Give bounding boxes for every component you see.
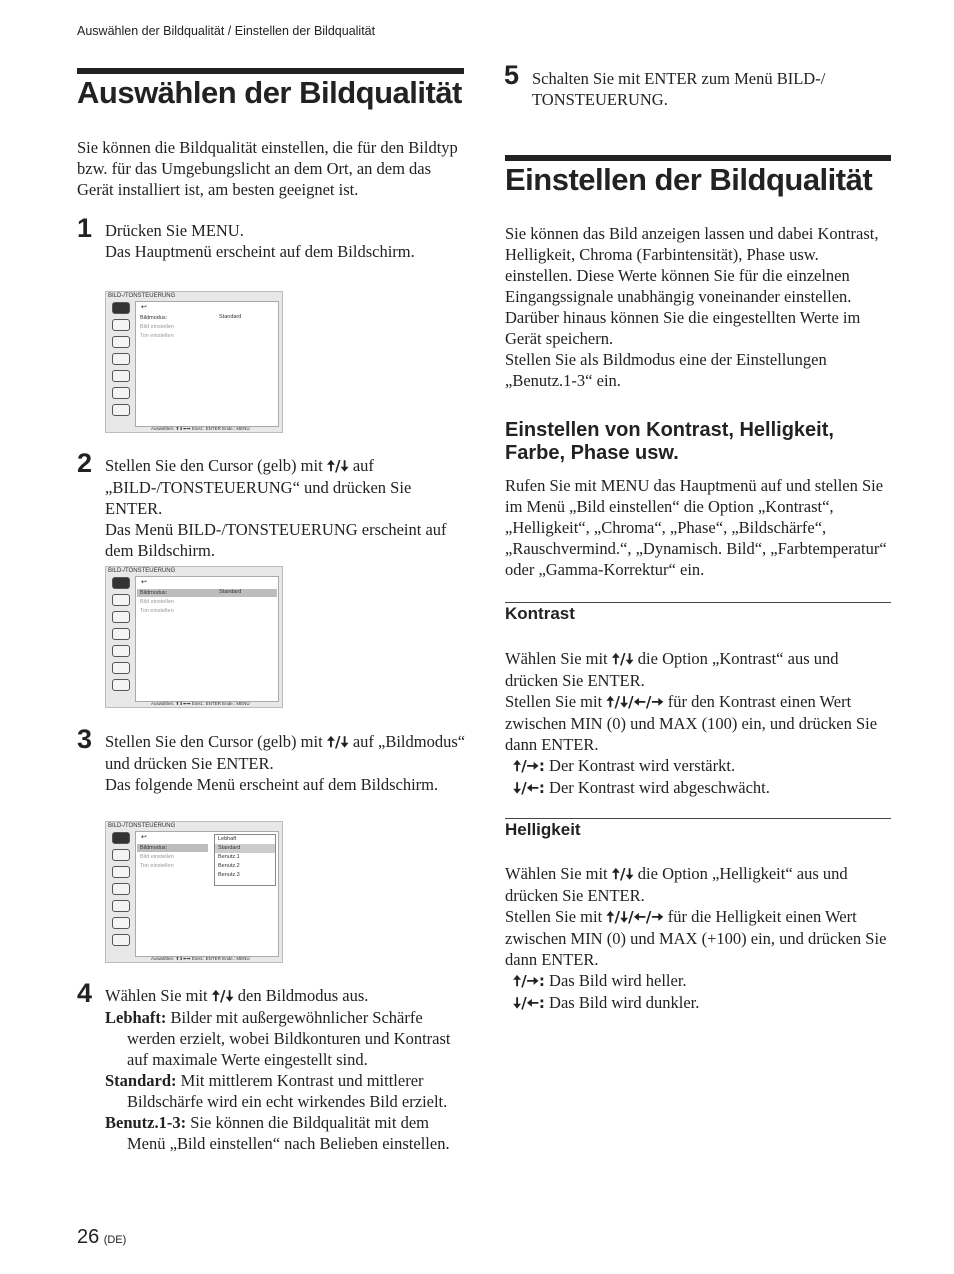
helligkeit-line2 <box>505 906 890 970</box>
menu-screenshot-3 <box>105 821 283 963</box>
mode-benutz <box>105 1112 467 1154</box>
menu-row-bildmodus: Bildmodus: <box>140 315 168 321</box>
step2-line2: Das Menü BILD-/TONSTEUERUNG erscheint auf dem Bildschirm. <box>105 520 447 560</box>
title-rule <box>77 68 464 74</box>
arrow-keys: 🠇/🠄: <box>513 994 545 1012</box>
step3-post: auf „Bildmodus“ und drücken Sie ENTER. <box>105 732 466 773</box>
arrow-keys: 🠅/🠇/🠄/🠆 <box>606 908 664 926</box>
menu-row-bildmodus: Bildmodus: <box>140 590 168 596</box>
menu-panel <box>135 301 279 427</box>
step-number: 5 <box>504 60 520 90</box>
mode-desc: Bilder mit außergewöhnlicher Schärfe werden erzielt, wobei Bildkonturen und Kontrast auf maximale Werte eingestellt sind. <box>127 1008 451 1069</box>
kontrast-heading: Kontrast <box>505 604 575 623</box>
input-icon <box>112 336 130 348</box>
menu-footer: Auswählen: ⬆⬇⬅➡ Einst.: ENTER Ende.: MENU <box>151 701 250 706</box>
section-rule <box>505 818 891 819</box>
intro-right-p2: Stellen Sie als Bildmodus eine der Einstellungen „Benutz.1-3“ ein. <box>505 350 827 390</box>
step-number: 1 <box>77 213 93 243</box>
screen-icon <box>112 353 130 365</box>
mode-standard <box>105 1070 467 1112</box>
kontrast-up <box>505 755 890 777</box>
screen-icon <box>112 628 130 640</box>
mode-desc: Sie können die Bildqualität mit dem Menü „Bild einstellen“ nach Belieben einstellen. <box>127 1113 450 1153</box>
step4-post: den Bildmodus aus. <box>233 986 369 1005</box>
arrow-keys: 🠇/🠄: <box>513 779 545 797</box>
option-benutz1: Benutz.1 <box>218 854 240 860</box>
helligkeit-pre: Wählen Sie mit <box>505 864 612 883</box>
menu-row-ton: Ton einstellen <box>140 863 174 869</box>
info-icon <box>112 934 130 946</box>
step3-pre: Stellen Sie den Cursor (gelb) mit <box>105 732 327 751</box>
helligkeit-pre: Stellen Sie mit <box>505 907 607 926</box>
page-number <box>77 1226 126 1249</box>
picture-icon <box>112 832 130 844</box>
arrow-keys: 🠅/🠇 <box>326 457 349 475</box>
step1-line2: Das Hauptmenü erscheint auf dem Bildschirm. <box>105 242 415 261</box>
step-number: 4 <box>77 978 93 1008</box>
settings-icon <box>112 849 130 861</box>
mode-term: Standard: <box>105 1071 177 1090</box>
settings-icon <box>112 319 130 331</box>
menu-title: BILD-/TONSTEUERUNG <box>108 293 176 299</box>
mode-lebhaft <box>105 1007 467 1070</box>
arrow-keys: 🠅/🠇 <box>326 733 349 751</box>
kontrast-pre: Wählen Sie mit <box>505 649 612 668</box>
kontrast-down <box>505 777 890 799</box>
kontrast-post: die Option „Kontrast“ aus und drücken Sie ENTER. <box>505 649 839 690</box>
setup-icon <box>112 370 130 382</box>
menu-icon-column <box>109 577 135 704</box>
step3-text <box>105 731 467 795</box>
timer-icon <box>112 387 130 399</box>
arrow-keys: 🠅/🠇 <box>211 987 234 1005</box>
step3-line1 <box>105 731 467 774</box>
helligkeit-up-text: Das Bild wird heller. <box>544 971 687 990</box>
bildmodus-options-popup <box>214 834 276 886</box>
menu-row-ton: Ton einstellen <box>140 608 174 614</box>
helligkeit-down <box>505 992 890 1014</box>
option-benutz3: Benutz.3 <box>218 872 240 878</box>
page-number-value: 26 <box>77 1226 100 1248</box>
arrow-keys: 🠅/🠆: <box>513 972 545 990</box>
section-rule <box>505 602 891 603</box>
helligkeit-post: für die Helligkeit einen Wert zwischen MIN (0) und MAX (+100) ein, und drücken Sie dann ENTER. <box>505 907 887 969</box>
arrow-keys: 🠅/🠇 <box>611 865 634 883</box>
timer-icon <box>112 917 130 929</box>
kontrast-up-text: Der Kontrast wird verstärkt. <box>544 756 736 775</box>
menu-value: Standard <box>219 314 242 320</box>
menu-screenshot-1 <box>105 291 283 433</box>
timer-icon <box>112 662 130 674</box>
step2-pre: Stellen Sie den Cursor (gelb) mit <box>105 456 327 475</box>
step-number: 3 <box>77 724 93 754</box>
input-icon <box>112 866 130 878</box>
menu-panel <box>135 831 279 957</box>
menu-footer: Auswählen: ⬆⬇⬅➡ Einst.: ENTER Ende.: MENU <box>151 956 250 961</box>
menu-row-bild: Bild einstellen <box>140 854 174 860</box>
input-icon <box>112 611 130 623</box>
helligkeit-text <box>505 863 890 1014</box>
option-lebhaft: Lebhaft <box>218 836 237 842</box>
step4-text <box>105 985 467 1154</box>
menu-panel <box>135 576 279 702</box>
kontrast-down-text: Der Kontrast wird abgeschwächt. <box>544 778 770 797</box>
menu-row-bild: Bild einstellen <box>140 324 174 330</box>
option-standard: Standard <box>215 844 275 853</box>
helligkeit-up <box>505 970 890 992</box>
return-icon: ↩ <box>141 304 147 311</box>
mode-desc: Mit mittlerem Kontrast und mittlerer Bildschärfe wird ein echt wirkendes Bild erzielt. <box>127 1071 448 1111</box>
subsection-title: Einstellen von Kontrast, Helligkeit, Farbe, Phase usw. <box>505 419 834 464</box>
running-header: Auswählen der Bildqualität / Einstellen der Bildqualität <box>77 24 376 38</box>
picture-icon <box>112 577 130 589</box>
page-title-right: Einstellen der Bildqualität <box>505 162 873 197</box>
intro-right <box>505 223 890 391</box>
return-icon: ↩ <box>141 579 147 586</box>
step1-line1: Drücken Sie MENU. <box>105 221 244 240</box>
menu-row-bildmodus: Bildmodus: <box>140 845 168 851</box>
kontrast-line1 <box>505 648 890 691</box>
step-number: 2 <box>77 448 93 478</box>
arrow-keys: 🠅/🠇/🠄/🠆 <box>606 693 664 711</box>
menu-title: BILD-/TONSTEUERUNG <box>108 823 176 829</box>
mode-term: Benutz.1-3: <box>105 1113 187 1132</box>
step2-post: auf „BILD-/TONSTEUERUNG“ und drücken Sie ENTER. <box>105 456 412 518</box>
helligkeit-post: die Option „Helligkeit“ aus und drücken Sie ENTER. <box>505 864 848 905</box>
intro-left: Sie können die Bildqualität einstellen, die für den Bildtyp bzw. für das Umgebungslicht an dem Ort, an dem das Gerät installiert ist, am besten geeignet ist. <box>77 138 458 199</box>
menu-row-bild: Bild einstellen <box>140 599 174 605</box>
intro-right-p1: Sie können das Bild anzeigen lassen und dabei Kontrast, Helligkeit, Chroma (Farbintensität), Phase usw. einstellen. Diese Werte können Sie für die einzelnen Eingangssignale unabhängig voneinander einstellen. Darüber hinaus können Sie die eingestellten Werte im Gerät speichern. <box>505 224 879 348</box>
page-title-left: Auswählen der Bildqualität <box>77 75 462 110</box>
info-icon <box>112 404 130 416</box>
menu-footer: Auswählen: ⬆⬇⬅➡ Einst.: ENTER Ende.: MENU <box>151 426 250 431</box>
info-icon <box>112 679 130 691</box>
picture-icon <box>112 302 130 314</box>
step4-line1 <box>105 985 467 1007</box>
title-rule <box>505 155 891 161</box>
step4-pre: Wählen Sie mit <box>105 986 212 1005</box>
helligkeit-heading: Helligkeit <box>505 820 581 839</box>
subsection-intro: Rufen Sie mit MENU das Hauptmenü auf und stellen Sie im Menü „Bild einstellen“ die Option „Kontrast“, „Helligkeit“, „Chroma“, „Phase“, „Bildschärfe“, „Rauschvermind.“, „Dynamisch. Bild“, „Farbtemperatur“ oder „Gamma-Korrektur“ ein. <box>505 476 887 579</box>
menu-title: BILD-/TONSTEUERUNG <box>108 568 176 574</box>
step5-text: Schalten Sie mit ENTER zum Menü BILD-/ TONSTEUERUNG. <box>532 69 826 109</box>
setup-icon <box>112 900 130 912</box>
kontrast-post: für den Kontrast einen Wert zwischen MIN (0) und MAX (100) ein, und drücken Sie dann ENTER. <box>505 692 878 754</box>
menu-row-ton: Ton einstellen <box>140 333 174 339</box>
option-benutz2: Benutz.2 <box>218 863 240 869</box>
helligkeit-down-text: Das Bild wird dunkler. <box>544 993 700 1012</box>
page-language: (DE) <box>103 1234 127 1246</box>
kontrast-pre: Stellen Sie mit <box>505 692 607 711</box>
menu-icon-column <box>109 832 135 959</box>
kontrast-text <box>505 648 890 799</box>
step2-line1 <box>105 455 467 519</box>
step2-text <box>105 455 467 561</box>
kontrast-line2 <box>505 691 890 755</box>
helligkeit-line1 <box>505 863 890 906</box>
arrow-keys: 🠅/🠇 <box>611 650 634 668</box>
step3-line2: Das folgende Menü erscheint auf dem Bildschirm. <box>105 775 439 794</box>
screen-icon <box>112 883 130 895</box>
mode-term: Lebhaft: <box>105 1008 167 1027</box>
menu-icon-column <box>109 302 135 429</box>
menu-screenshot-2 <box>105 566 283 708</box>
setup-icon <box>112 645 130 657</box>
settings-icon <box>112 594 130 606</box>
step1-text <box>105 220 465 262</box>
arrow-keys: 🠅/🠆: <box>513 757 545 775</box>
menu-value: Standard <box>219 589 242 595</box>
return-icon: ↩ <box>141 834 147 841</box>
